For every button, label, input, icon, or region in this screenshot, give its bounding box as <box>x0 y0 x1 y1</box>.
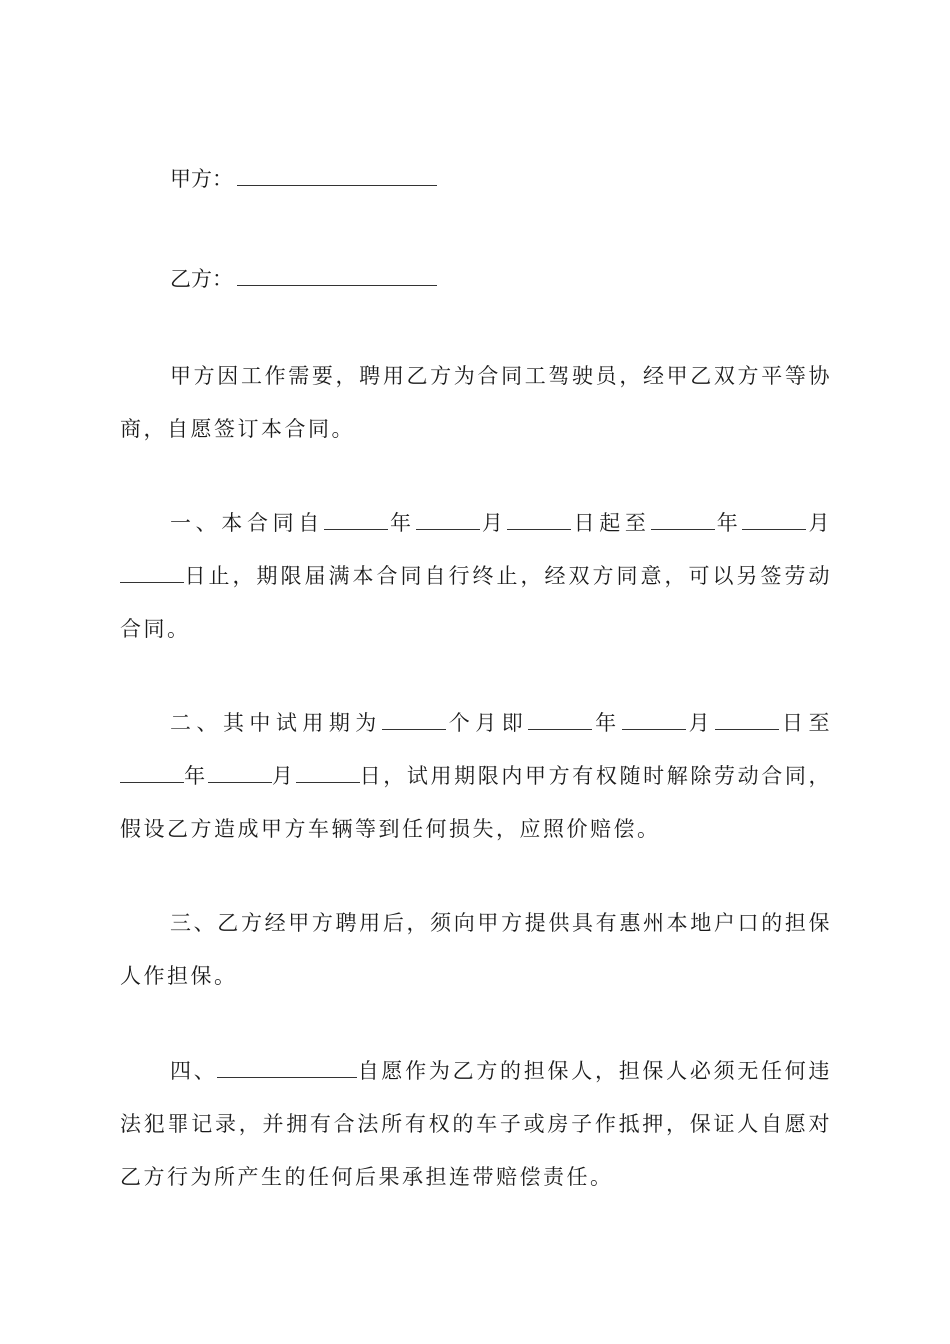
clause-1-text-5: 年 <box>714 511 743 535</box>
clause-4-text-1: 四、 <box>170 1059 218 1083</box>
clause-1-text-1: 一、本合同自 <box>170 511 324 535</box>
clause-2-text-6: 年 <box>184 764 208 788</box>
clause-2-text-5: 日至 <box>779 711 833 735</box>
clause-1-end-year-blank[interactable] <box>651 505 715 530</box>
clause-2-months-blank[interactable] <box>382 705 446 730</box>
clause-2-start-month-blank[interactable] <box>622 705 686 730</box>
party-a-blank[interactable] <box>237 163 437 186</box>
clause-2-text-3: 年 <box>592 711 622 735</box>
intro-paragraph <box>120 350 832 456</box>
clause-1-start-year-blank[interactable] <box>324 505 388 530</box>
clause-2-text-1: 二、其中试用期为 <box>170 711 382 735</box>
party-b-line <box>170 263 437 294</box>
clause-1-start-month-blank[interactable] <box>416 505 480 530</box>
clause-1-start-day-blank[interactable] <box>507 505 571 530</box>
clause-3-text: 三、乙方经甲方聘用后，须向甲方提供具有惠州本地户口的担保人作担保。 <box>120 911 832 988</box>
clause-2-start-day-blank[interactable] <box>715 705 779 730</box>
party-a-label: 甲方： <box>170 167 233 191</box>
party-b-blank[interactable] <box>237 263 437 286</box>
clause-1-text-6: 月 <box>806 511 833 535</box>
clause-2-paragraph <box>120 697 832 856</box>
clause-2-text-7: 月 <box>271 764 296 788</box>
intro-text: 甲方因工作需要，聘用乙方为合同工驾驶员，经甲乙双方平等协商，自愿签订本合同。 <box>120 364 832 441</box>
clause-2-start-year-blank[interactable] <box>528 705 592 730</box>
clause-2-end-month-blank[interactable] <box>208 758 272 783</box>
clause-2-text-8: 日，试用期限内甲方有权随时解除劳动合同，假设乙方造成甲方车辆等到任何损失，应照价赔偿。 <box>120 764 832 841</box>
clause-2-end-year-blank[interactable] <box>120 758 184 783</box>
clause-2-end-day-blank[interactable] <box>296 758 360 783</box>
clause-1-text-3: 月 <box>479 511 508 535</box>
party-b-label: 乙方： <box>170 267 233 291</box>
clause-1-text-7: 日止，期限届满本合同自行终止，经双方同意，可以另签劳动合同。 <box>120 564 832 641</box>
guarantor-name-blank[interactable] <box>217 1053 357 1078</box>
clause-1-paragraph <box>120 497 832 656</box>
clause-1-end-day-blank[interactable] <box>120 558 184 583</box>
clause-1-text-2: 年 <box>387 511 416 535</box>
clause-4-text-2: 自愿作为乙方的担保人，担保人必须无任何违法犯罪记录，并拥有合法所有权的车子或房子作抵押，保证人自愿对乙方行为所产生的任何后果承担连带赔偿责任。 <box>120 1059 833 1189</box>
clause-2-text-2: 个月即 <box>445 711 529 735</box>
clause-2-text-4: 月 <box>685 711 716 735</box>
party-a-line <box>170 163 437 194</box>
clause-1-end-month-blank[interactable] <box>742 505 806 530</box>
clause-3-paragraph <box>120 897 832 1003</box>
clause-4-paragraph <box>120 1045 832 1204</box>
clause-1-text-4: 日起至 <box>571 511 651 535</box>
